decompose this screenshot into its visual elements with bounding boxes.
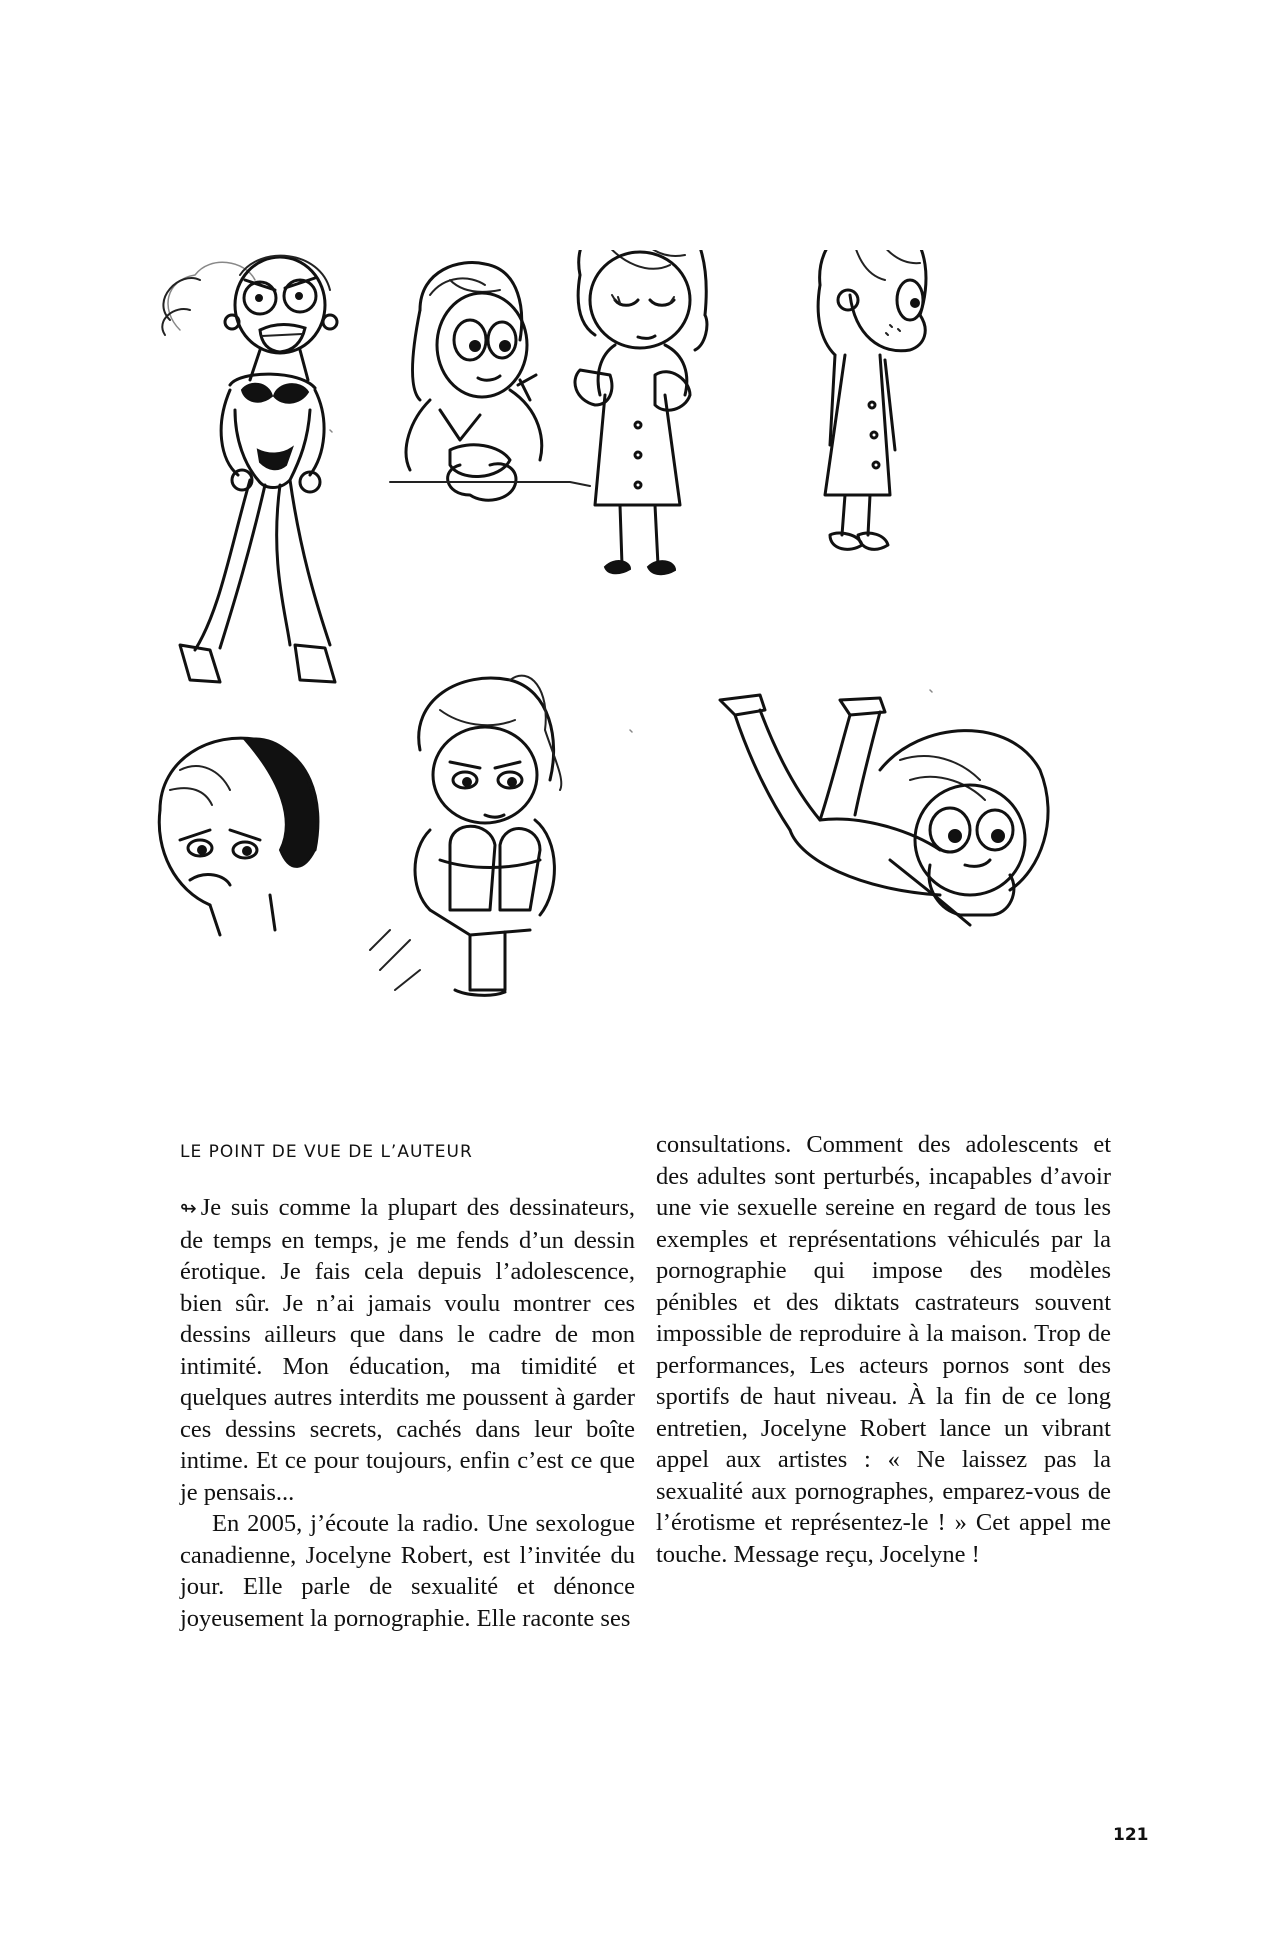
sketch-girl-lying xyxy=(720,695,1048,925)
sketch-girl-profile xyxy=(818,250,926,549)
sketch-girl-eyes-closed xyxy=(575,250,707,574)
text-column-right xyxy=(656,1129,1111,1570)
section-heading: LE POINT DE VUE DE L’AUTEUR xyxy=(180,1142,473,1162)
arrow-icon: ↬ xyxy=(180,1196,197,1220)
sketch-angry-woman xyxy=(162,256,337,682)
paragraph: En 2005, j’écoute la radio. Une sexologue canadienne, Jocelyne Robert, est l’invitée du jour. Elle parle de sexualité et dénonce joyeusement la pornographie. Elle raconte ses xyxy=(180,1510,635,1632)
paragraph: consultations. Comment des adolescents et des adultes sont perturbés, incapables d’avoir une vie sexuelle sereine en regard de tous les exemples et représentations véhiculés par la pornographie qui impose des modèles pénibles et des diktats castrateurs souvent impossible de reproduire à la maison. Trop de performances, Les acteurs pornos sont des sportifs de haut niveau. À la fin de ce long entretien, Jocelyne Robert lance un vibrant appel aux artistes : « Ne laissez pas la sexualité aux pornographes, emparez-vous de l’érotisme et représentez-le ! » Cet appel me touche. Message reçu, Jocelyne ! xyxy=(656,1131,1111,1568)
text-column-left xyxy=(180,1192,635,1634)
sketch-girl-at-table xyxy=(390,263,590,501)
sketch-girl-sitting xyxy=(370,676,561,996)
page-number: 121 xyxy=(1113,1825,1149,1845)
paragraph xyxy=(180,1192,635,1508)
sketch-girl-angry-close-up xyxy=(159,738,318,935)
illustration-sketches xyxy=(150,250,1130,1010)
paragraph-text: Je suis comme la plupart des dessinateurs, de temps en temps, je me fends d’un dessin érotique. Je fais cela depuis l’adolescence, bien sûr. Je n’ai jamais voulu montrer ces dessins ailleurs que dans le cadre de mon intimité. Mon éducation, ma timidité et quelques autres interdits me poussent à garder ces dessins secrets, cachés dans leur boîte intime. Et ce pour toujours, enfin c’est ce que je pensais... xyxy=(180,1194,635,1506)
